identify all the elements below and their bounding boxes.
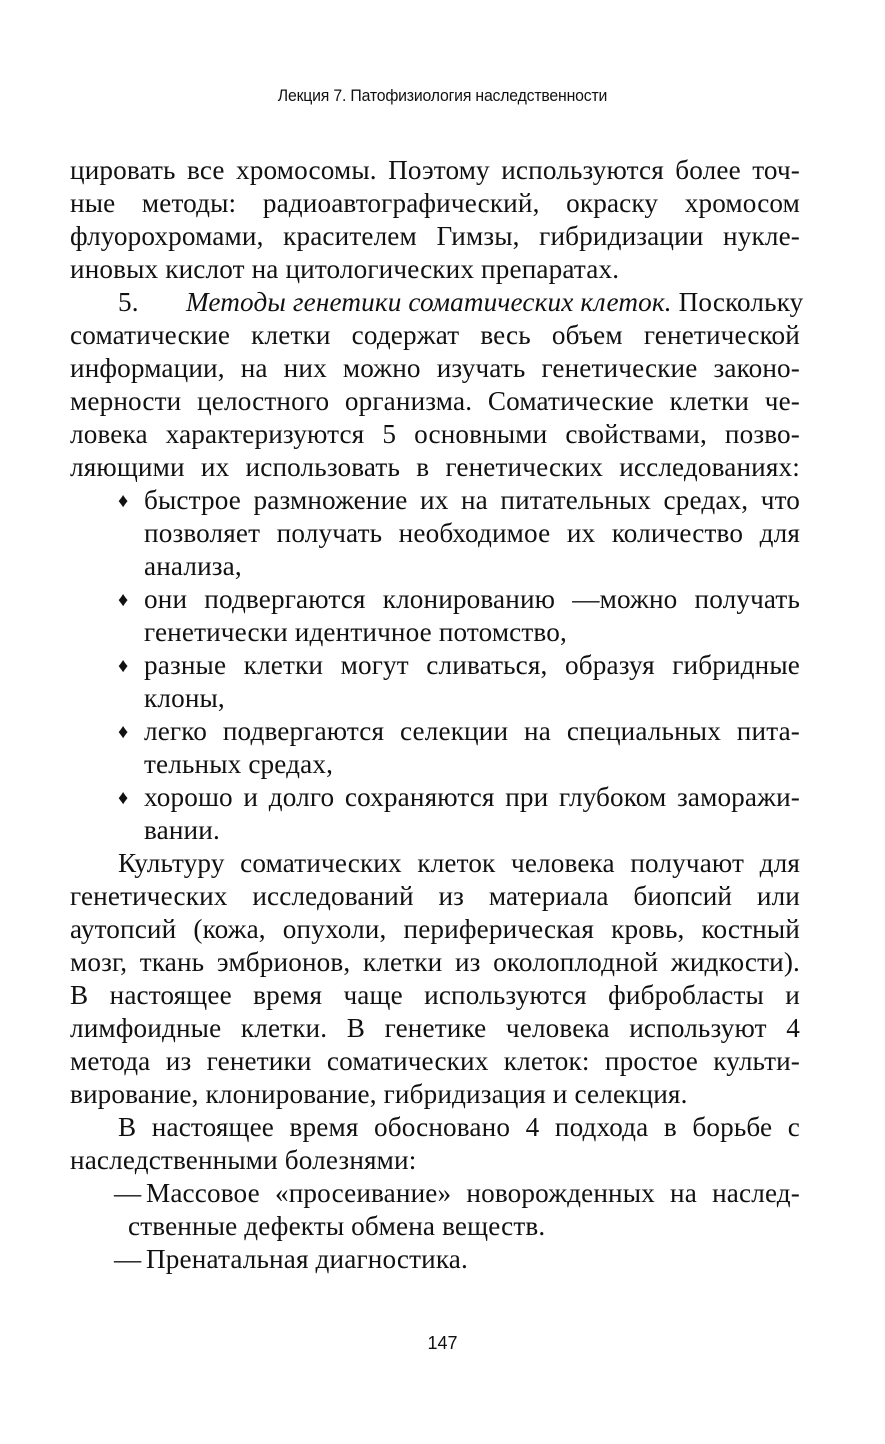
page-body <box>70 154 804 1276</box>
text-line <box>70 649 800 682</box>
list-item-text: быстрое размножение их на питательных средах, что <box>144 485 800 515</box>
text-line: ные методы: радиоавтографический, окраску хромосом <box>70 188 800 218</box>
list-item-text: разные клетки могут сливаться, образуя гибридные <box>144 650 800 680</box>
diamond-bullet-icon: ♦ <box>118 490 129 512</box>
text-line: лимфоидные клетки. В генетике человека используют 4 <box>70 1013 800 1043</box>
list-item-text: хорошо и долго сохраняются при глубоком заморажи- <box>144 782 800 812</box>
paragraph-continuation <box>70 154 800 286</box>
list-item <box>70 583 800 649</box>
list-item <box>70 1177 800 1243</box>
text-line: флуорохромами, красителем Гимзы, гибридизации нукле- <box>70 221 800 251</box>
text-line: аутопсий (кожа, опухоли, периферическая кровь, костный <box>70 914 800 944</box>
text-line: наследственными болезнями: <box>70 1145 417 1175</box>
paragraph-cell-culture <box>70 847 800 1111</box>
section-number: 5. <box>118 287 139 317</box>
text-line: вирование, клонирование, гибридизация и селекция. <box>70 1079 688 1109</box>
diamond-bullet-icon: ♦ <box>118 655 129 677</box>
text-line: вании. <box>144 815 220 845</box>
list-item <box>70 715 800 781</box>
text-line <box>70 1177 800 1210</box>
list-item <box>70 1243 800 1276</box>
section-heading-italic: Методы генетики соматических клеток. <box>186 287 672 317</box>
text-line: мозг, ткань эмбрионов, клетки из околоплодной жидкости). <box>70 947 800 977</box>
page-number: 147 <box>427 1333 458 1353</box>
text-line: иновых кислот на цитологических препаратах. <box>70 254 620 284</box>
bullet-list <box>70 484 800 847</box>
paragraph-somatic-methods <box>70 286 804 484</box>
text-line: ляющими их использовать в генетических исследованиях: <box>70 452 800 482</box>
text-line <box>70 1243 800 1276</box>
diamond-bullet-icon: ♦ <box>118 721 129 743</box>
text-fragment: Поскольку <box>671 287 804 317</box>
list-item <box>70 781 800 847</box>
text-line <box>70 484 800 517</box>
list-item <box>70 649 800 715</box>
text-line: генетически идентичное потомство, <box>144 617 567 647</box>
text-line: цировать все хромосомы. Поэтому используются более точ- <box>70 155 800 185</box>
text-line: В настоящее время обосновано 4 подхода в борьбе с <box>118 1112 800 1142</box>
paragraph-approaches <box>70 1111 800 1177</box>
text-line: ловека характеризуются 5 основными свойствами, позво- <box>70 419 800 449</box>
diamond-bullet-icon: ♦ <box>118 589 129 611</box>
text-line: Культуру соматических клеток человека получают для <box>118 848 800 878</box>
list-item <box>70 484 800 583</box>
text-line <box>70 715 800 748</box>
running-header: Лекция 7. Патофизиология наследственности <box>277 86 608 105</box>
text-line: мерности целостного организма. Соматические клетки че- <box>70 386 800 416</box>
list-item-text: Пренатальная диагностика. <box>146 1244 468 1274</box>
text-line: генетических исследований из материала биопсий или <box>70 881 800 911</box>
dash-list <box>70 1177 800 1276</box>
text-line: клоны, <box>144 683 225 713</box>
em-dash-marker: — <box>114 1244 142 1274</box>
list-item-text: Массовое «просеивание» новорожденных на наслед- <box>146 1178 800 1208</box>
text-line: ственные дефекты обмена веществ. <box>128 1211 546 1241</box>
text-line: В настоящее время чаще используются фибробласты и <box>70 980 800 1010</box>
text-line: информации, на них можно изучать генетические законо- <box>70 353 800 383</box>
em-dash-marker: — <box>114 1178 142 1208</box>
text-line: тельных средах, <box>144 749 334 779</box>
text-line: метода из генетики соматических клеток: простое культи- <box>70 1046 800 1076</box>
list-item-text: они подвергаются клонированию —можно получать <box>144 584 800 614</box>
text-line <box>70 781 800 814</box>
text-line: позволяет получать необходимое их количество для <box>144 518 800 548</box>
text-line <box>70 286 885 319</box>
text-line <box>70 583 800 616</box>
text-line: соматические клетки содержат весь объем генетической <box>70 320 800 350</box>
list-item-text: легко подвергаются селекции на специальных пита- <box>144 716 800 746</box>
diamond-bullet-icon: ♦ <box>118 787 129 809</box>
text-line: анализа, <box>144 551 242 581</box>
